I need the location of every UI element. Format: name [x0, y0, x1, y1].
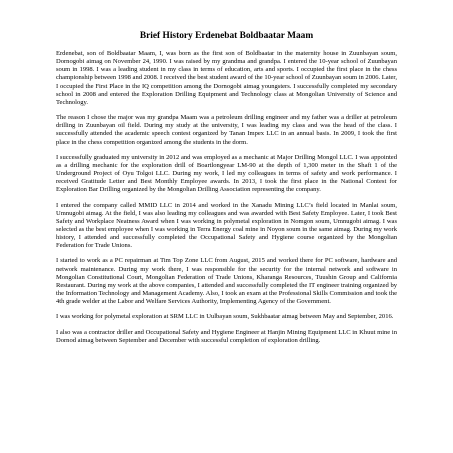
- paragraph-hanjin: I also was a contractor driller and Occupational Safety and Hygiene Engineer at Hanjin Mining Equipment LLC in Khuut mine in Dornod aimag between September and December with successful completion of exploration drilling.: [56, 328, 397, 344]
- paragraph-early-life: Erdenebat, son of Boldbaatar Maam, I, was born as the first son of Boldbaatar in the maternity house in Zuunbayan soum, Dornogobi aimag on November 24, 1990. I was raised by my grandma and grandpa. I entered the 10-year school of Zuunbayan soum in 1998. I was a leading student in my class in terms of education, arts and sports. I occupied the first place in the chess championship between 1998 and 2008. I received the best student award of the 10-year school of Zuunbayan soum in 2006. Later, I occupied the First Place in the IQ competition among the Dornogobi aimag youngsters. I successfully completed my secondary school in 2008 and entered the Exploration Drilling Equipment and Technology class at Mongolian University of Science and Technology.: [56, 50, 397, 106]
- paragraph-major-drilling: I successfully graduated my university in 2012 and was employed as a mechanic at Major Drilling Mongol LLC. I was appointed as a drilling mechanic for the exploration drill of Boartlongyear LM-90 at the depth of 1,300 meter in the Shaft 1 of the Underground Project of Oyu Tolgoi LLC. During my work, I led my colleagues in terms of safety and work performance. I received Gratitude Letter and Best Monthly Employee awards. In 2013, I took the first place in the National Contest for Exploration Bar Drilling organized by the Mongolian Drilling Association representing the company.: [56, 153, 397, 194]
- document-title: Brief History Erdenebat Boldbaatar Maam: [139, 31, 314, 41]
- paragraph-university: The reason I chose the major was my grandpa Maam was a petroleum drilling engineer and my father was a driller at petroleum drilling in Zuunbayan oil field. During my study at the university, I was leading my class and was the head of the class. I successfully attended the academic speech contest organized by Tanan Impex LLC in an annual basis. In 2009, I took the first place in the chess competition organized among the students in the dorm.: [56, 114, 397, 146]
- paragraph-srm: I was working for polymetal exploration at SRM LLC in Uulbayan soum, Sukhbaatar aimag between May and September, 2016.: [56, 313, 394, 321]
- paragraph-tim-top-zone: I started to work as a PC repairman at Tim Top Zone LLC from August, 2015 and worked there for PC software, hardware and network maintenance. During my work there, I was responsible for the security for the internal network and software in Mongolian Constitutional Court, Mongolian Federation of Trade Unions, Kharanga Resources, Tuushin Group and California Restaurant. During my work at the above companies, I attended and successfully completed the IT engineer training organized by the Information Technology and Management Academy. Also, I took an exam at the Professional Skills Commission and took the 4th grade welder at the Labor and Welfare Services Authority, Implementing Agency of the Government.: [56, 257, 397, 306]
- paragraph-mmid: I entered the company called MMID LLC in 2014 and worked in the Xanadu Mining LLC’s field located in Manlai soum, Umnugobi aimag. At the field, I was also leading my colleagues and was awarded with Best Safety Employee. Later, I took Best Safety and Workplace Neatness Award when I was working in polymetal exploration in Nomgon soum, Umnugobi aimag. I was selected as the best employee when I was working in Terra Energy coal mine in Noyon soum in the same aimag. During my work history, I attended and successfully completed the Occupational Safety and Hygiene course organized by the Mongolian Federation for Trade Unions.: [56, 201, 397, 250]
